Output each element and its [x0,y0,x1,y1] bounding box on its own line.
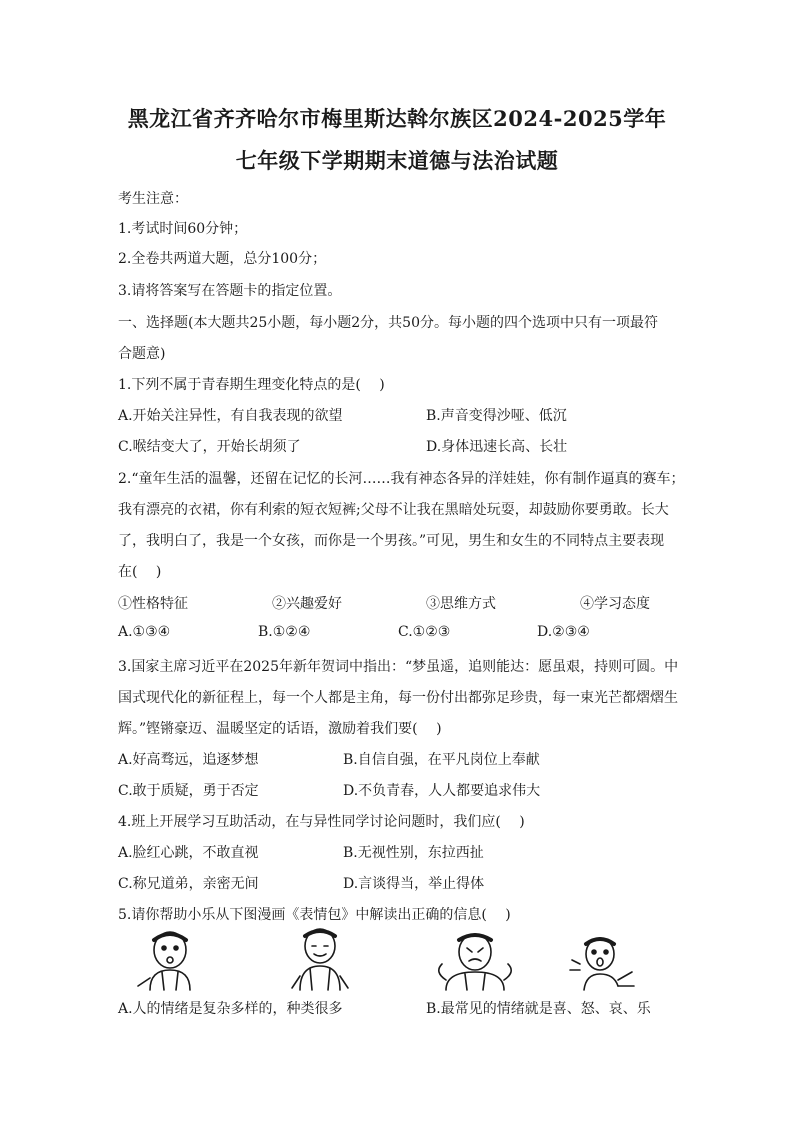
question-4-stem: 4.班上开展学习互助活动，在与异性同学讨论问题时，我们应( ) [118,814,525,830]
question-2-stem: 2.“童年生活的温馨，还留在记忆的长河……我有神态各异的洋娃娃，你有制作逼真的赛车； [118,471,685,487]
question-2-option-c[interactable]: C.①②③ [398,624,451,640]
comic-figure-4 [570,938,634,990]
question-2-option-a[interactable]: A.①③④ [118,624,171,640]
question-2-stem: 在( ) [118,564,162,580]
question-4-option-c[interactable]: C.称兄道弟，亲密无间 [118,876,259,892]
question-2-item: ④学习态度 [580,596,650,612]
question-3-option-b[interactable]: B.自信自强，在平凡岗位上奉献 [343,752,540,768]
question-4-option-b[interactable]: B.无视性别，东拉西扯 [343,845,484,861]
question-5-stem: 5.请你帮助小乐从下图漫画《表情包》中解读出正确的信息( ) [118,907,511,923]
question-2-option-b[interactable]: B.①②④ [258,624,311,640]
question-2-item: ②兴趣爱好 [272,596,342,612]
question-1-option-d[interactable]: D.身体迅速长高、长壮 [426,439,568,455]
question-2-option-d[interactable]: D.②③④ [537,624,590,640]
question-2-item: ①性格特征 [118,596,188,612]
question-2-stem: 了，我明白了，我是一个女孩，而你是一个男孩。”可见，男生和女生的不同特点主要表现 [118,533,665,549]
notice-item: 2.全卷共两道大题，总分100分； [118,251,327,267]
comic-figure-3 [439,934,511,990]
question-1-option-b[interactable]: B.声音变得沙哑、低沉 [426,408,567,424]
question-3-option-d[interactable]: D.不负青春，人人都要追求伟大 [343,783,541,799]
question-4-option-a[interactable]: A.脸红心跳，不敢直视 [118,845,259,861]
notice-item: 3.请将答案写在答题卡的指定位置。 [118,283,342,299]
question-1-option-c[interactable]: C.喉结变大了，开始长胡须了 [118,439,301,455]
exam-title-line1: 黑龙江省齐齐哈尔市梅里斯达斡尔族区2024-2025学年 [127,106,667,131]
question-2-stem: 我有漂亮的衣裙，你有利索的短衣短裤;父母不让我在黑暗处玩耍，却鼓励你要勇敢。长大 [118,502,669,518]
question-1-stem: 1.下列不属于青春期生理变化特点的是( ) [118,377,385,393]
question-5-option-a[interactable]: A.人的情绪是复杂多样的，种类很多 [118,1001,343,1017]
emoji-comic-illustration [120,926,680,992]
question-3-stem: 国式现代化的新征程上，每一个人都是主角，每一份付出都弥足珍贵，每一束光芒都熠熠生 [118,690,678,706]
question-2-item: ③思维方式 [426,596,496,612]
comic-figure-1 [138,932,190,990]
question-5-option-b[interactable]: B.最常见的情绪就是喜、怒、哀、乐 [426,1001,651,1017]
comic-figure-2 [292,929,348,990]
notice-heading: 考生注意： [118,191,188,207]
question-3-option-a[interactable]: A.好高骛远，追逐梦想 [118,752,259,768]
section-heading-cont: 合题意) [118,346,166,362]
question-1-option-a[interactable]: A.开始关注异性，有自我表现的欲望 [118,408,343,424]
exam-title-line2: 七年级下学期期末道德与法治试题 [235,148,559,173]
notice-item: 1.考试时间60分钟； [118,221,248,237]
section-heading: 一、选择题(本大题共25小题，每小题2分，共50分。每小题的四个选项中只有一项最符 [118,315,658,331]
question-3-stem: 3.国家主席习近平在2025年新年贺词中指出：“梦虽遥，追则能达：愿虽艰，持则可圆。中 [118,659,679,675]
question-3-stem: 辉。”铿锵豪迈、温暖坚定的话语，激励着我们要( ) [118,721,442,737]
question-3-option-c[interactable]: C.敢于质疑，勇于否定 [118,783,259,799]
question-4-option-d[interactable]: D.言谈得当，举止得体 [343,876,485,892]
